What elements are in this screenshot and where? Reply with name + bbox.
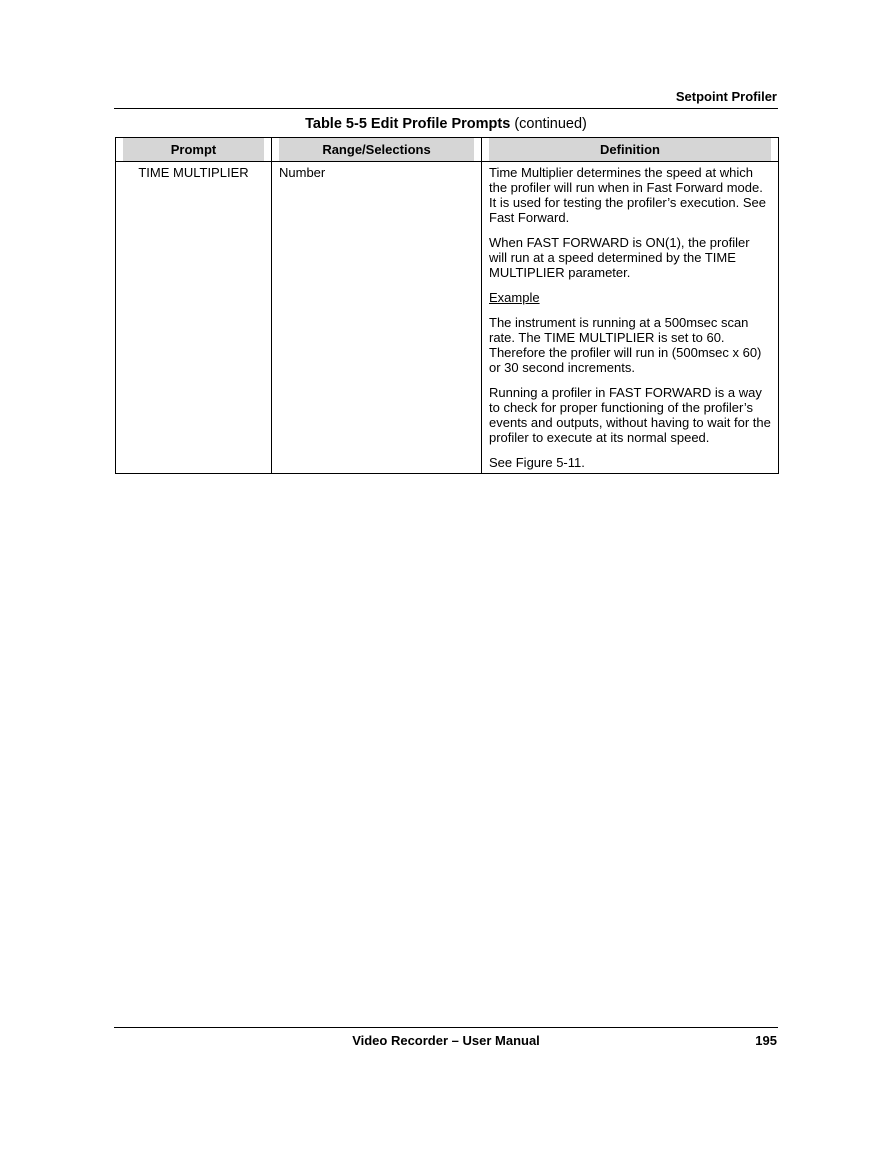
page-number: 195 (755, 1033, 777, 1048)
footer-rule (114, 1027, 778, 1028)
section-title: Setpoint Profiler (675, 89, 777, 104)
column-header-definition (482, 138, 779, 162)
definition-cell (482, 162, 779, 474)
manual-title: Video Recorder – User Manual (352, 1033, 540, 1048)
definition-paragraph: See Figure 5-11. (489, 455, 585, 470)
header-rule (114, 108, 778, 109)
definition-paragraph: When FAST FORWARD is ON(1), the profiler will run at a speed determined by the TIME MULTIPLIER parameter. (489, 235, 750, 280)
prompt-cell: TIME MULTIPLIER (116, 162, 272, 474)
definition-paragraph: Time Multiplier determines the speed at which the profiler will run when in Fast Forward mode. It is used for testing the profiler’s execution. See Fast Forward. (489, 165, 767, 225)
table-caption-label: Table 5-5 Edit Profile Prompts (305, 116, 511, 132)
range-cell: Number (272, 162, 482, 474)
example-heading: Example (489, 290, 540, 305)
column-header-range (272, 138, 482, 162)
table-row (116, 162, 779, 474)
column-header-label: Range/Selections (279, 138, 474, 161)
edit-profile-prompts-table (115, 137, 779, 474)
table-caption (114, 116, 778, 132)
definition-paragraph: Running a profiler in FAST FORWARD is a way to check for proper functioning of the profiler’s events and outputs, without having to wait for the profiler to execute at its normal speed. (489, 385, 771, 445)
column-header-label: Prompt (123, 138, 264, 161)
column-header-label: Definition (489, 138, 771, 161)
table-caption-suffix: (continued) (510, 116, 587, 132)
definition-paragraph: The instrument is running at a 500msec scan rate. The TIME MULTIPLIER is set to 60. Therefore the profiler will run in (500msec x 60) or 30 second increments. (489, 315, 762, 375)
table-header-row (116, 138, 779, 162)
column-header-prompt (116, 138, 272, 162)
